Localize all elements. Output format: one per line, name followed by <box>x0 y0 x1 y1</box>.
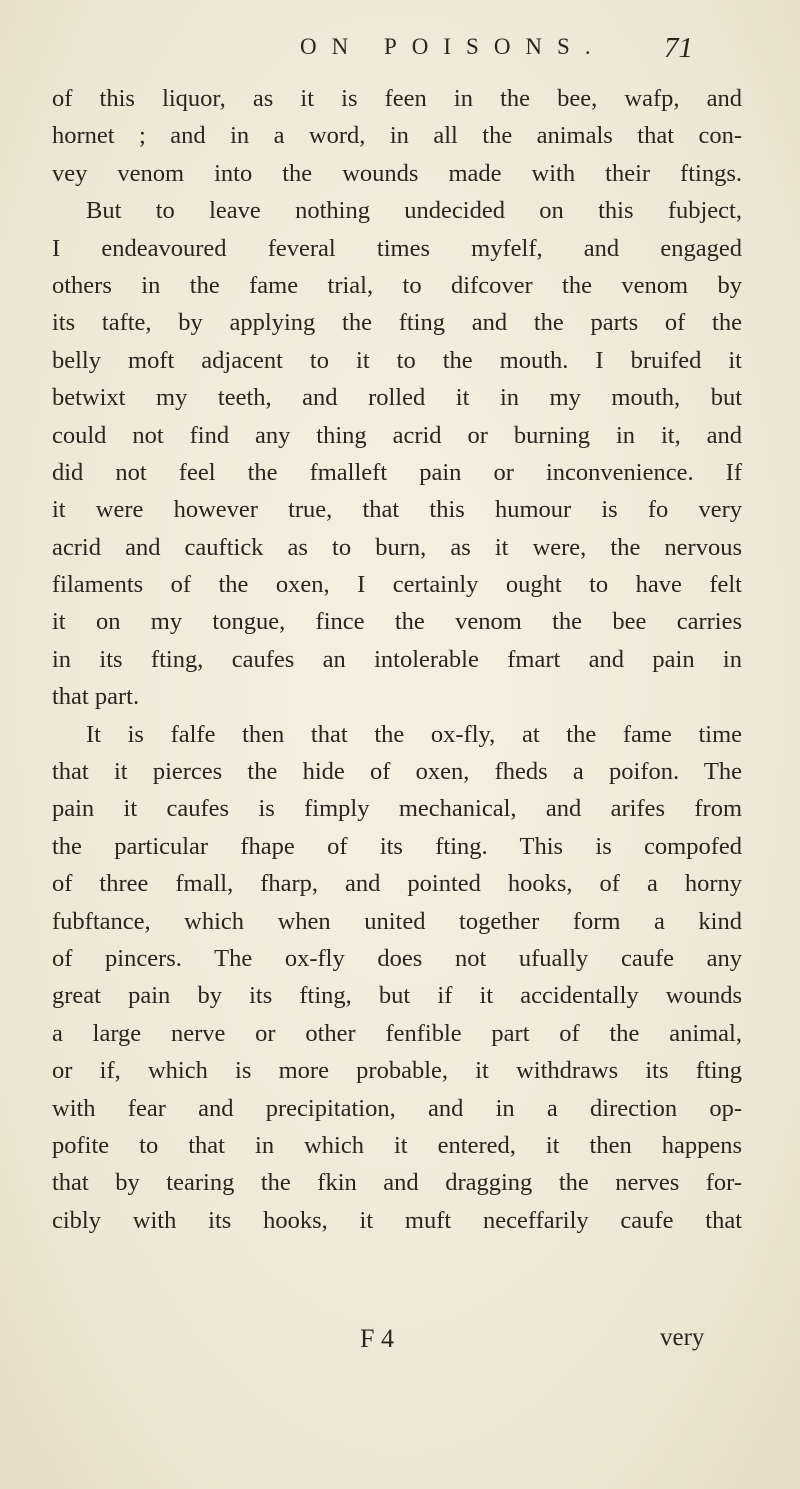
text-line: But to leave nothing undecided on this fubject, <box>86 197 742 225</box>
text-line: that part. <box>52 683 140 711</box>
page-header <box>0 32 800 72</box>
text-line: I endeavoured feveral times myfelf, and engaged <box>52 234 742 262</box>
signature-mark: F 4 <box>360 1324 394 1353</box>
text-line: filaments of the oxen, I certainly ought to have felt <box>52 571 742 599</box>
text-line: that by tearing the fkin and dragging the nerves for- <box>52 1169 742 1197</box>
text-line: a large nerve or other fenfible part of the animal, <box>52 1019 742 1047</box>
text-line: It is falfe then that the ox-fly, at the fame time <box>86 720 742 748</box>
text-line: great pain by its fting, but if it accidentally wounds <box>52 982 742 1010</box>
page-footer <box>0 1324 800 1364</box>
text-line: cibly with its hooks, it muft neceffarily caufe that <box>52 1206 742 1234</box>
text-line: did not feel the fmalleft pain or inconvenience. If <box>52 458 742 486</box>
page-number: 71 <box>664 32 693 64</box>
text-line: of this liquor, as it is feen in the bee, wafp, and <box>52 85 742 112</box>
text-line: that it pierces the hide of oxen, fheds a poifon. The <box>52 758 742 786</box>
text-line: could not find any thing acrid or burning in it, and <box>52 421 742 449</box>
text-line: of three fmall, fharp, and pointed hooks, of a horny <box>52 870 742 898</box>
text-line: the particular fhape of its fting. This is compofed <box>52 832 742 860</box>
text-line: vey venom into the wounds made with their ftings. <box>52 159 742 187</box>
text-line: pofite to that in which it entered, it then happens <box>52 1131 742 1159</box>
text-line: pain it caufes is fimply mechanical, and arifes from <box>52 795 742 823</box>
body-text <box>52 80 742 1239</box>
text-line: its tafte, by applying the fting and the parts of the <box>52 309 742 337</box>
text-line: of pincers. The ox-fly does not ufually caufe any <box>52 944 742 972</box>
text-line: hornet ; and in a word, in all the animals that con- <box>52 122 742 150</box>
text-line: in its fting, caufes an intolerable fmart and pain in <box>52 645 742 673</box>
running-head: ON POISONS. <box>300 34 606 59</box>
text-line: acrid and cauftick as to burn, as it were, the nervous <box>52 533 742 561</box>
text-line: it were however true, that this humour is fo very <box>52 496 742 524</box>
text-line: fubftance, which when united together form a kind <box>52 907 742 935</box>
text-line: with fear and precipitation, and in a direction op- <box>52 1094 742 1122</box>
text-line: or if, which is more probable, it withdraws its fting <box>52 1057 742 1085</box>
text-line: belly moft adjacent to it to the mouth. I bruifed it <box>52 346 742 374</box>
text-line: others in the fame trial, to difcover the venom by <box>52 271 742 299</box>
catchword: very <box>660 1324 705 1351</box>
text-line: betwixt my teeth, and rolled it in my mouth, but <box>52 384 742 412</box>
text-line: it on my tongue, fince the venom the bee carries <box>52 608 742 636</box>
